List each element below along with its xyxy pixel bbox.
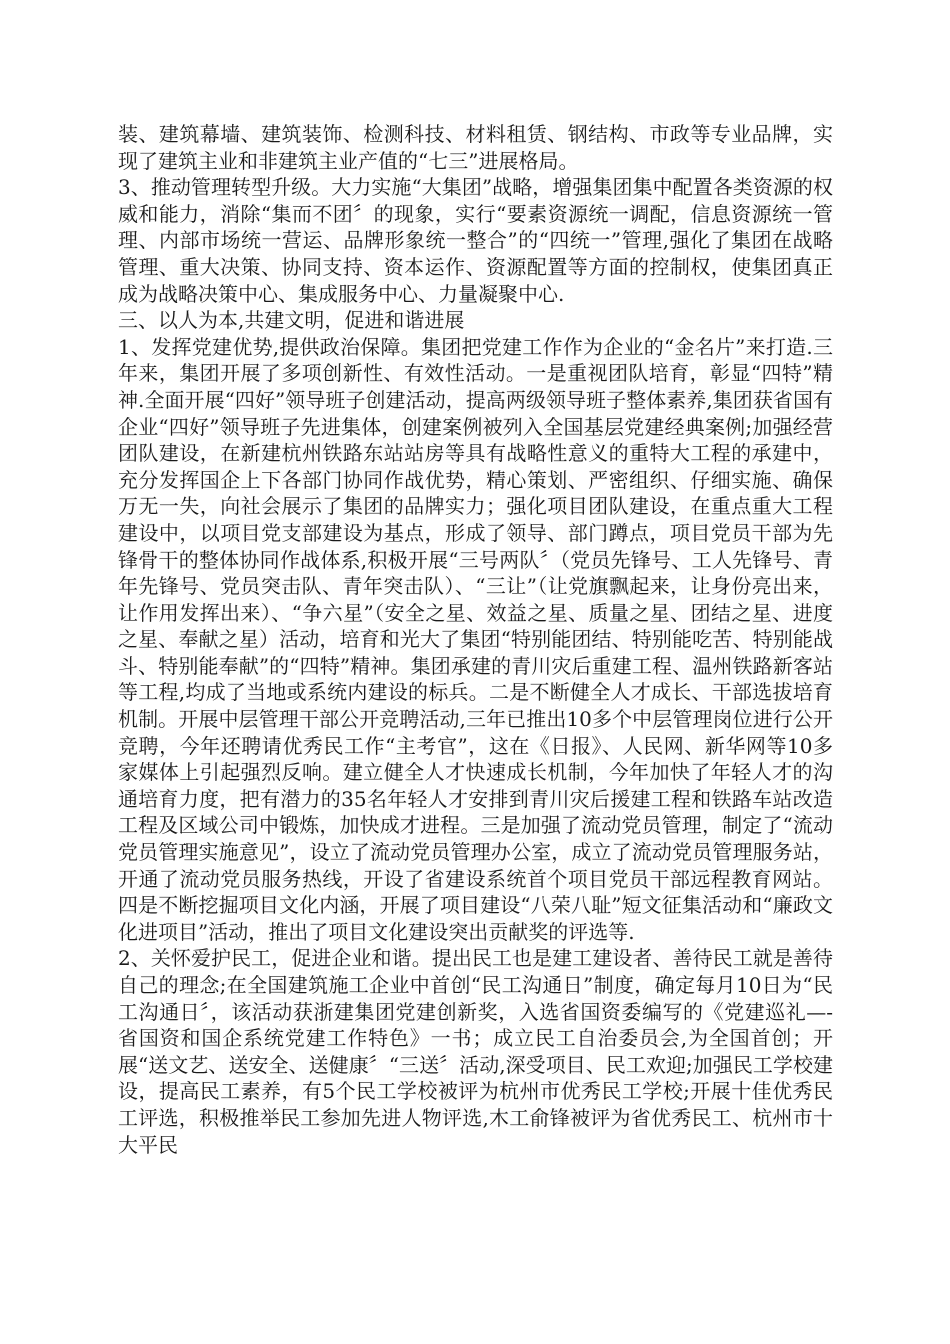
paragraph-party-building: 1、发挥党建优势,提供政治保障。集团把党建工作作为企业的“金名片”来打造.三年来，集团开展了多项创新性、有效性活动。一是重视团队培育，彰显“四特”精神.全面开展“四好”领导班子创建活动，提高两级领导班子整体素养,集团获省国有企业“四好”领导班子先进集体，创建案例被列入全国基层党建经典案例;加强经营团队建设，在新建杭州铁路东站站房等具有战略性意义的重特大工程的承建中，充分发挥国企上下各部门协同作战优势，精心策划、严密组织、仔细实施、确保万无一失，向社会展示了集团的品牌实力；强化项目团队建设，在重点重大工程建设中，以项目党支部建设为基点，形成了领导、部门蹲点，项目党员干部为先锋骨干的整体协同作战体系,积极开展“三号两队〞（党员先锋号、工人先锋号、青年先锋号、党员突击队、青年突击队）、“三让”（让党旗飘起来，让身份亮出来，让作用发挥出来）、“争六星”（安全之星、效益之星、质量之星、团结之星、进度之星、奉献之星）活动，培育和光大了集团“特别能团结、特别能吃苦、特别能战斗、特别能奉献”的“四特”精神。集团承建的青川灾后重建工程、温州铁路新客站等工程,均成了当地或系统内建设的标兵。二是不断健全人才成长、干部选拔培育机制。开展中层管理干部公开竞聘活动,三年已推出10多个中层管理岗位进行公开竞聘，今年还聘请优秀民工作“主考官”，这在《日报》、人民网、新华网等10多家媒体上引起强烈反响。建立健全人才快速成长机制，今年加快了年轻人才的沟通培育力度，把有潜力的35名年轻人才安排到青川灾后援建工程和铁路车站改造工程及区域公司中锻炼，加快成才进程。三是加强了流动党员管理，制定了“流动党员管理实施意见”，设立了流动党员管理办公室，成立了流动党员管理服务站，开通了流动党员服务热线，开设了省建设系统首个项目党员干部远程教育网站。四是不断挖掘项目文化内涵，开展了项目建设“八荣八耻”短文征集活动和“廉政文化进项目”活动，推出了项目文化建设突出贡献奖的评选等. [118, 334, 833, 944]
paragraph-management-upgrade: 3、推动管理转型升级。大力实施“大集团”战略，增强集团集中配置各类资源的权威和能力，消除“集而不团〞的现象，实行“要素资源统一调配，信息资源统一管理、内部市场统一营运、品牌形象统一整合”的“四统一”管理,强化了集团在战略管理、重大决策、协同支持、资本运作、资源配置等方面的控制权，使集团真正成为战略决策中心、集成服务中心、力量凝聚中心. [118, 175, 833, 306]
document-body [118, 121, 833, 1158]
paragraph-migrant-workers: 2、关怀爱护民工，促进企业和谐。提出民工也是建工建设者、善待民工就是善待自己的理念;在全国建筑施工企业中首创“民工沟通日”制度，确定每月10日为“民工沟通日〞，该活动获浙建集团党建创新奖，入选省国资委编写的《党建巡礼—-省国资和国企系统党建工作特色》一书；成立民工自治委员会,为全国首创；开展“送文艺、送安全、送健康〞“三送〞活动,深受项目、民工欢迎;加强民工学校建设，提高民工素养，有5个民工学校被评为杭州市优秀民工学校;开展十佳优秀民工评选，积极推举民工参加先进人物评选,木工俞锋被评为省优秀民工、杭州市十大平民 [118, 946, 833, 1157]
paragraph-brand-continuation: 装、建筑幕墙、建筑装饰、检测科技、材料租赁、钢结构、市政等专业品牌，实现了建筑主业和非建筑主业产值的“七三”进展格局。 [118, 122, 833, 173]
section-heading-3: 三、以人为本,共建文明，促进和谐进展 [118, 308, 465, 333]
